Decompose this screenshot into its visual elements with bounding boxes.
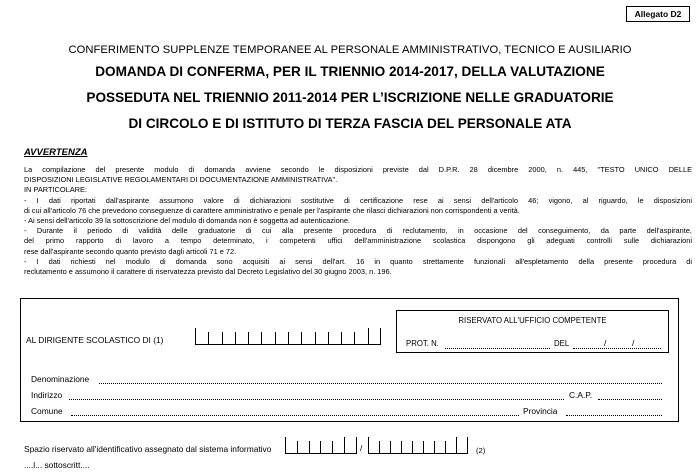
riservato-title: RISERVATO ALL'UFFICIO COMPETENTE xyxy=(458,316,607,325)
avvertenza-line: reclutamento e assumono il carattere di riservatezza previsto dal Decreto Legislativo del 30 giugno 2003, n. 196. xyxy=(24,267,392,277)
code-cell xyxy=(328,332,341,344)
code-cell xyxy=(261,332,274,344)
avvertenza-line: La compilazione del presente modulo di domanda avviene secondo le disposizioni previste dal D.P.R. 28 dicembre 2000, n. 445, "TESTO UNICO DELLE xyxy=(24,165,692,174)
id-cell xyxy=(456,437,468,453)
spazio-note: (2) xyxy=(476,446,486,455)
avvertenza-heading: AVVERTENZA xyxy=(24,147,88,158)
code-cell xyxy=(301,332,314,344)
indirizzo-label: Indirizzo xyxy=(31,390,63,400)
avvertenza-line: del primo rapporto di lavoro a tempo determinato, i competenti uffici dell'amministrazione scolastica dispongono gli adeguati controlli sulle dichiarazioni xyxy=(24,236,692,246)
code-cell xyxy=(354,332,367,344)
id-cell xyxy=(434,441,445,453)
form-title-line-2: POSSEDUTA NEL TRIENNIO 2011-2014 PER L’ISCRIZIONE NELLE GRADUATORIE xyxy=(86,90,614,105)
indirizzo-input[interactable] xyxy=(69,399,564,400)
id-cell xyxy=(285,437,297,453)
provincia-input[interactable] xyxy=(566,415,662,416)
dirigente-label: AL DIRIGENTE SCOLASTICO DI xyxy=(26,335,151,345)
id-cell xyxy=(297,441,309,453)
id-cell xyxy=(379,441,390,453)
cap-label: C.A.P. xyxy=(569,390,593,400)
allegato-label: Allegato D2 xyxy=(626,6,690,22)
form-title-line-3: DI CIRCOLO E DI ISTITUTO DI TERZA FASCIA DEL PERSONALE ATA xyxy=(128,116,572,131)
identificativo-field-2[interactable] xyxy=(368,437,468,454)
code-cell xyxy=(275,332,288,344)
sottoscritto-line: ....l... sottoscritt.... xyxy=(24,460,90,470)
denominazione-label: Denominazione xyxy=(31,374,90,384)
id-cell xyxy=(368,437,379,453)
id-cell xyxy=(412,441,423,453)
comune-input[interactable] xyxy=(71,415,519,416)
id-cell xyxy=(344,437,357,453)
id-cell xyxy=(309,441,321,453)
avvertenza-line: - Durante il periodo di validità delle graduatorie di cui alla presente procedura di reclutamento, in occasione del conseguimento, da parte dell'aspirante, xyxy=(24,226,692,236)
dirigente-label-group xyxy=(26,335,163,345)
avvertenza-line: DISPOSIZIONI LEGISLATIVE REGOLAMENTARI DI DOCUMENTAZIONE AMMINISTRATIVA". xyxy=(24,175,338,185)
avvertenza-line: - Ai sensi dell'articolo 39 la sottoscrizione del modulo di domanda non è soggetta ad autenticazione. xyxy=(24,216,350,226)
id-cell xyxy=(423,441,434,453)
id-cell xyxy=(320,441,332,453)
avvertenza-line: IN PARTICOLARE: xyxy=(24,185,87,195)
avvertenza-text xyxy=(24,165,692,277)
provincia-label: Provincia xyxy=(523,406,558,416)
code-cell xyxy=(248,332,261,344)
avvertenza-line: di cui all'articolo 76 che prevedono conseguenze di carattere amministrativo e penale per l'aspirante che rilasci dichiarazioni non corrispondenti a verità. xyxy=(24,205,520,215)
code-cell xyxy=(222,332,235,344)
avvertenza-line: rese dall'aspirante secondo quanto previsto dagli articoli 71 e 72. xyxy=(24,246,237,256)
code-cell xyxy=(288,332,301,344)
spazio-label: Spazio riservato all'identificativo assegnato dal sistema informativo xyxy=(24,444,272,454)
identificativo-field-1[interactable] xyxy=(285,437,357,454)
prot-input[interactable] xyxy=(445,348,550,349)
dirigente-note: (1) xyxy=(153,335,164,345)
cap-input[interactable] xyxy=(598,399,662,400)
code-cell xyxy=(341,332,354,344)
dirigente-code-field[interactable] xyxy=(195,328,381,345)
code-cell xyxy=(368,328,381,344)
denominazione-input[interactable] xyxy=(99,383,662,384)
code-cell xyxy=(315,332,328,344)
code-cell xyxy=(208,332,221,344)
id-cell xyxy=(401,441,412,453)
id-cell xyxy=(445,441,456,453)
identificativo-separator: / xyxy=(360,443,363,453)
del-label: DEL xyxy=(554,339,570,348)
date-sep: / xyxy=(604,338,607,348)
form-subtitle: CONFERIMENTO SUPPLENZE TEMPORANEE AL PERSONALE AMMINISTRATIVO, TECNICO E AUSILIARIO xyxy=(68,44,632,56)
comune-label: Comune xyxy=(31,406,63,416)
prot-label: PROT. N. xyxy=(406,339,439,348)
form-title-line-1: DOMANDA DI CONFERMA, PER IL TRIENNIO 2014-2017, DELLA VALUTAZIONE xyxy=(95,64,605,79)
id-cell xyxy=(332,441,344,453)
date-sep: / xyxy=(632,338,635,348)
del-date-input[interactable] xyxy=(573,348,661,349)
code-cell xyxy=(195,328,208,344)
avvertenza-line: - I dati richiesti nel modulo di domanda sono acquisiti ai sensi dell'art. 16 in quanto strettamente funzionali all'espletamento della presente procedura di xyxy=(24,256,692,266)
avvertenza-line: - I dati riportati dall'aspirante assumono valore di dichiarazioni sostitutive di certificazione rese ai sensi dell'articolo 46; vigono, al riguardo, le disposizioni xyxy=(24,195,692,205)
id-cell xyxy=(390,441,401,453)
code-cell xyxy=(235,332,248,344)
